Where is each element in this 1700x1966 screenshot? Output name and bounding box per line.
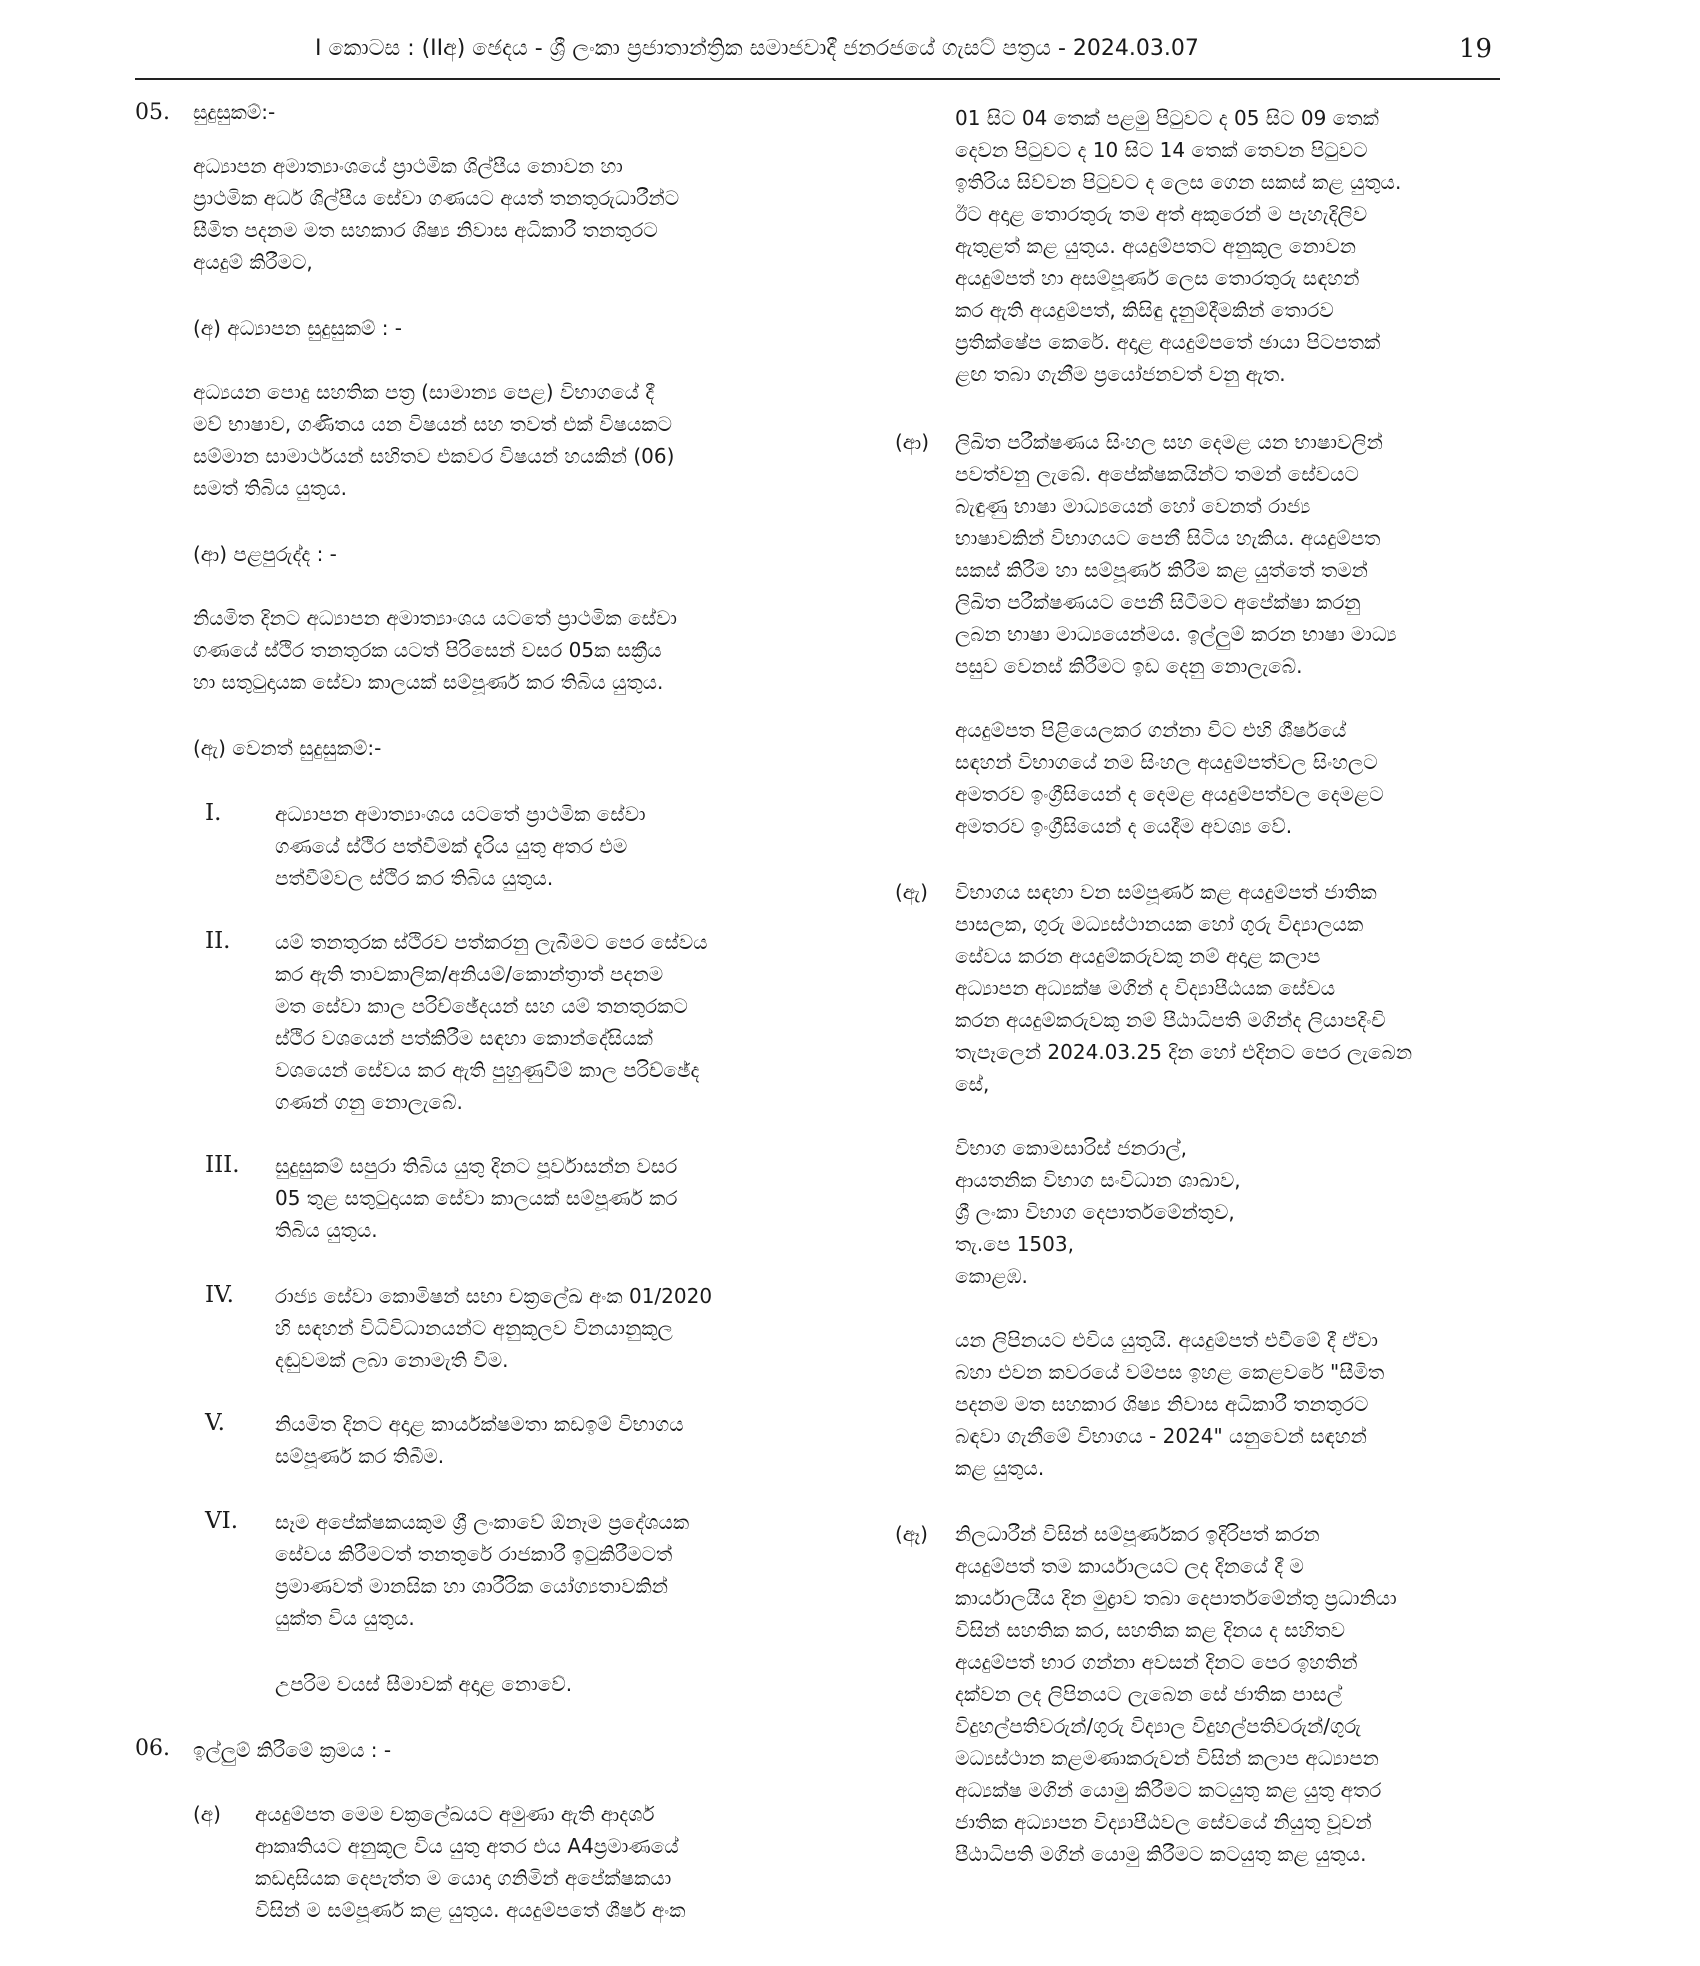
paragraph-line: සමත් තිබිය යුතුය. (193, 476, 347, 500)
clause-line: භාෂාවකින් විභාගයට පෙනී සිටිය හැකිය. අයදුම්පත (955, 526, 1381, 550)
clause-line: විසින් ම සම්පූර්ණ කළ යුතුය. අයදුම්පතේ ශීර්ෂ අංක (255, 1898, 686, 1922)
section-number: 06. (135, 1736, 170, 1761)
paragraph-line: මව් භාෂාව, ගණිතය යන විෂයන් සහ තවත් එක් විෂයකට (193, 412, 673, 436)
clause-line: ඉතිරිය සිව්වන පිටුවට ද ලෙස ගෙන සකස් කළ යුතුය. (955, 170, 1402, 194)
paragraph-line: අධ්‍යයන පොදු සහතික පත්‍ර (සාමාන්‍ය පෙළ) විභාගයේ දී (193, 380, 655, 404)
paragraph-line: සම්මාන සාමාර්ථයන් සහිතව එකවර විෂයන් හයකින් (06) (193, 444, 675, 468)
list-item-line: වශයෙන් සේවය කර ඇති පුහුණුවීම් කාල පරිච්ඡේද (275, 1058, 700, 1082)
subsection-heading: (ඇ) වෙනත් සුදුසුකම්:- (193, 736, 382, 760)
clause-line: විසින් සහතික කර, සහතික කළ දිනය ද සහිතව (955, 1618, 1345, 1642)
paragraph-line: හා සතුටුදායක සේවා කාලයක් සම්පූර්ණ කර තිබිය යුතුය. (193, 670, 664, 694)
clause-line: අයදුම්පත මෙම චක්‍රලේඛයට අමුණා ඇති ආදර්ශ (255, 1802, 655, 1826)
clause-line: ආකෘතියට අනුකූල විය යුතු අතර එය A4ප්‍රමාණයේ (255, 1834, 679, 1858)
clause-line: අධ්‍යක්ෂ මගින් යොමු කිරීමට කටයුතු කළ යුතු අතර (955, 1778, 1382, 1802)
gazette-header-title: I කොටස : (IIඅ) ඡෙදය - ශ්‍රී ලංකා ප්‍රජාතාන්ත්‍රික සමාජවාදී ජනරජයේ ගැසට් පත්‍රය - 2024.03.07 (315, 36, 1199, 61)
list-item-line: සම්පූර්ණ කර තිබීම. (275, 1444, 445, 1468)
clause-line: අයදුම්පත් භාර ගන්නා අවසන් දිනට පෙර ඉහතින් (955, 1650, 1358, 1674)
clause-line: පසුව වෙනස් කිරීමට ඉඩ දෙනු නොලැබේ. (955, 654, 1303, 678)
list-item-line: යම් තනතුරක ස්ථිරව පත්කරනු ලැබීමට පෙර සේවය (275, 930, 708, 954)
roman-numeral: IV. (205, 1282, 234, 1308)
clause-line: නිලධාරීන් විසින් සම්පූර්ණකර ඉදිරිපත් කරන (955, 1522, 1320, 1546)
clause-line: කර ඇති අයදුම්පත්, කිසිඳු දැනුම්දීමකින් තොරව (955, 298, 1334, 322)
list-item-line: යුක්ත විය යුතුය. (275, 1606, 415, 1630)
clause-label: (අ) (193, 1802, 221, 1826)
list-item-line: ප්‍රමාණවත් මානසික හා ශාරීරික යෝග්‍යතාවකින් (275, 1574, 668, 1598)
clause-line: අමතරව ඉංග්‍රීසියෙන් ද යෙදීම අවශ්‍ය වේ. (955, 814, 1293, 838)
clause-line: යන ලිපිනයට එවිය යුතුයි. අයදුම්පත් එවීමේ දී ඒවා (955, 1328, 1378, 1352)
clause-line: ප්‍රතික්ෂේප කෙරේ. අදාළ අයදුම්පතේ ඡායා පිටපතක් (955, 330, 1381, 354)
clause-line: අමතරව ඉංග්‍රීසියෙන් ද දෙමළ අයදුම්පත්වල දෙමළට (955, 782, 1384, 806)
clause-line: කරන අයදුම්කරුවකු නම් පීඨාධිපති මගින්ද ලියාපදිංචි (955, 1008, 1386, 1032)
clause-line: ඇතුළත් කළ යුතුය. අයදුම්පතට අනුකූල නොවන (955, 234, 1356, 258)
clause-line: බහා එවන කවරයේ වම්පස ඉහළ කෙළවරේ "සීමිත (955, 1360, 1385, 1384)
paragraph-line: අධ්‍යාපන අමාත්‍යාංශයේ ප්‍රාථමික ශිල්පීය නොවන හා (193, 154, 623, 178)
list-item-line: ගණයේ ස්ථිර පත්වීමක් දැරිය යුතු අතර එම (275, 834, 628, 858)
list-item-line: අධ්‍යාපන අමාත්‍යාංශය යටතේ ප්‍රාථමික සේවා (275, 802, 646, 826)
clause-line: බඳවා ගැනීමේ විභාගය - 2024" යනුවෙන් සඳහන් (955, 1424, 1367, 1448)
list-item-line: සෑම අපේක්ෂකයකුම ශ්‍රී ලංකාවේ ඕනෑම ප්‍රදේශයක (275, 1510, 690, 1534)
clause-line: පාසලක, ගුරු මධ්‍යස්ථානයක හෝ ගුරු විද්‍යාලයක (955, 912, 1364, 936)
clause-line: පවත්වනු ලැබේ. අපේක්ෂකයින්ට තමන් සේවයට (955, 462, 1359, 486)
clause-line: පීඨාධිපති මගින් යොමු කිරීමට කටයුතු කළ යුතුය. (955, 1842, 1367, 1866)
list-item-line: නියමිත දිනට අදාළ කාර්යක්ෂමතා කඩඉම් විභාගය (275, 1412, 684, 1436)
paragraph-line: ප්‍රාථමික අර්ධ ශිල්පීය සේවා ගණයට අයත් තනතුරුධාරීන්ට (193, 186, 680, 210)
clause-line: ලබන භාෂා මාධ්‍යයෙන්මය. ඉල්ලුම් කරන භාෂා මාධ්‍ය (955, 622, 1397, 646)
clause-line: ලිඛිත පරීක්ෂණය සිංහල සහ දෙමළ යන භාෂාවලින් (955, 430, 1383, 454)
clause-line: විභාගය සඳහා වන සම්පූර්ණ කළ අයදුම්පත් ජාතික (955, 880, 1377, 904)
list-item-line: පත්වීම්වල ස්ථිර කර තිබිය යුතුය. (275, 866, 554, 890)
paragraph-line: අයදුම් කිරීමට, (193, 250, 313, 274)
clause-line: දෙවන පිටුවට ද 10 සිට 14 තෙක් තෙවන පිටුවට (955, 138, 1368, 162)
address-line: ආයතනික විභාග සංවිධාන ශාඛාව, (955, 1168, 1241, 1192)
list-item-line: ස්ථිර වශයෙන් පත්කිරීම සඳහා කොන්දේසියක් (275, 1026, 653, 1050)
clause-line: සේ, (955, 1072, 990, 1096)
page-header (135, 30, 1500, 80)
clause-line: දක්වන ලද ලිපිනයට ලැබෙන සේ ජාතික පාසල් (955, 1682, 1343, 1706)
clause-line: අයදුම්පත පිළියෙලකර ගන්නා විට එහි ශීර්ෂයේ (955, 718, 1347, 742)
clause-line: කාර්යාලයීය දින මුද්‍රාව තබා දෙපාර්තමේන්තු ප්‍රධානියා (955, 1586, 1397, 1610)
address-line: විභාග කොමසාරිස් ජනරාල්, (955, 1136, 1188, 1160)
clause-line: විදුහල්පතිවරුන්/ගුරු විද්‍යාල විදුහල්පතිවරුන්/ගුරු (955, 1714, 1362, 1738)
clause-line: තැපෑලෙන් 2024.03.25 දින හෝ එදිනට පෙර ලැබෙන (955, 1040, 1413, 1064)
subsection-heading: (අ) අධ්‍යාපන සුදුසුකම් : - (193, 316, 403, 340)
subsection-heading: (ආ) පළපුරුද්ද : - (193, 542, 337, 566)
list-item-line: තිබිය යුතුය. (275, 1218, 378, 1242)
clause-line: 01 සිට 04 තෙක් පළමු පිටුවට ද 05 සිට 09 තෙක් (955, 106, 1379, 130)
roman-numeral: VI. (205, 1508, 239, 1534)
clause-line: ඊට අදාළ තොරතුරු තම අත් අකුරෙන් ම පැහැදිලිව (955, 202, 1368, 226)
age-limit-note: උපරිම වයස් සීමාවක් අදාළ නොවේ. (275, 1672, 573, 1696)
roman-numeral: II. (205, 928, 231, 954)
list-item-line: දඬුවමක් ලබා නොමැති වීම. (275, 1348, 509, 1372)
paragraph-line: නියමිත දිනට අධ්‍යාපන අමාත්‍යාංශය යටතේ ප්‍රාථමික සේවා (193, 606, 677, 630)
clause-line: අධ්‍යාපන අධ්‍යක්ෂ මගින් ද විද්‍යාපීඨයක සේවය (955, 976, 1336, 1000)
clause-line: බැඳුණු භාෂා මාධ්‍යයෙන් හෝ වෙනත් රාජ්‍ය (955, 494, 1311, 518)
address-line: තැ.පෙ 1503, (955, 1232, 1074, 1256)
roman-numeral: III. (205, 1152, 240, 1178)
address-line: ශ්‍රී ලංකා විභාග දෙපාර්තමේන්තුව, (955, 1200, 1235, 1224)
page-number: 19 (1458, 34, 1492, 64)
section-heading: සුදුසුකම්:- (193, 100, 276, 124)
address-line: කොළඹ. (955, 1264, 1028, 1288)
list-item-line: රාජ්‍ය සේවා කොමිෂන් සභා චක්‍රලේඛ අංක 01/2020 (275, 1284, 713, 1308)
clause-line: අයදුම්පත් තම කාර්යාලයට ලද දිනයේ දී ම (955, 1554, 1304, 1578)
clause-line: කළ යුතුය. (955, 1456, 1045, 1480)
clause-label: (ඇ) (895, 880, 928, 904)
clause-line: සඳහන් විභාගයේ නම සිංහල අයදුම්පත්වල සිංහලට (955, 750, 1378, 774)
clause-line: මධ්‍යස්ථාන කළමණාකරුවන් විසින් කලාප අධ්‍යාපන (955, 1746, 1379, 1770)
clause-line: ළඟ තබා ගැනීම ප්‍රයෝජනවත් වනු ඇත. (955, 362, 1286, 386)
section-heading: ඉල්ලුම් කිරීමේ ක්‍රමය : - (193, 1738, 392, 1762)
list-item-line: කර ඇති තාවකාලික/අනියම්/කොන්ත්‍රාත් පදනම (275, 962, 664, 986)
clause-line: අයදුම්පත් හා අසම්පූර්ණ ලෙස තොරතුරු සඳහන් (955, 266, 1360, 290)
list-item-line: සුදුසුකම් සපුරා තිබිය යුතු දිනට පූර්වාසන්න වසර (275, 1154, 678, 1178)
list-item-line: මත සේවා කාල පරිච්ඡේදයන් සහ යම් තනතුරකට (275, 994, 688, 1018)
list-item-line: ගණන් ගනු නොලැබේ. (275, 1090, 463, 1114)
clause-line: සකස් කිරීම හා සම්පූර්ණ කිරීම කළ යුත්තේ තමන් (955, 558, 1368, 582)
clause-line: ජාතික අධ්‍යාපන විද්‍යාපීඨවල සේවයේ නියුතු වූවන් (955, 1810, 1372, 1834)
clause-line: කඩදාසියක දෙපැත්ත ම යොදා ගනිමින් අපේක්ෂකයා (255, 1866, 672, 1890)
clause-line: පදනම මත සහකාර ශිෂ්‍ය නිවාස අධිකාරී තනතුරට (955, 1392, 1369, 1416)
paragraph-line: ගණයේ ස්ථිර තනතුරක යටත් පිරිසෙන් වසර 05ක සක්‍රීය (193, 638, 662, 662)
list-item-line: සේවය කිරීමටත් තනතුරේ රාජකාරී ඉටුකිරීමටත් (275, 1542, 673, 1566)
clause-label: (ආ) (895, 430, 930, 454)
clause-line: ලිඛිත පරීක්ෂණයට පෙනී සිටීමට අපේක්ෂා කරනු (955, 590, 1361, 614)
list-item-line: හි සඳහන් විධිවිධානයන්ට අනුකූලව විනයානුකූල (275, 1316, 673, 1340)
roman-numeral: I. (205, 800, 222, 826)
clause-line: සේවය කරන අයදුම්කරුවකු නම් අදාළ කලාප (955, 944, 1321, 968)
list-item-line: 05 තුළ සතුටුදායක සේවා කාලයක් සම්පූර්ණ කර (275, 1186, 678, 1210)
paragraph-line: සීමිත පදනම මත සහකාර ශිෂ්‍ය නිවාස අධිකාරී තනතුරට (193, 218, 658, 242)
roman-numeral: V. (205, 1410, 225, 1436)
section-number: 05. (135, 100, 170, 125)
clause-label: (ඈ) (895, 1522, 928, 1546)
